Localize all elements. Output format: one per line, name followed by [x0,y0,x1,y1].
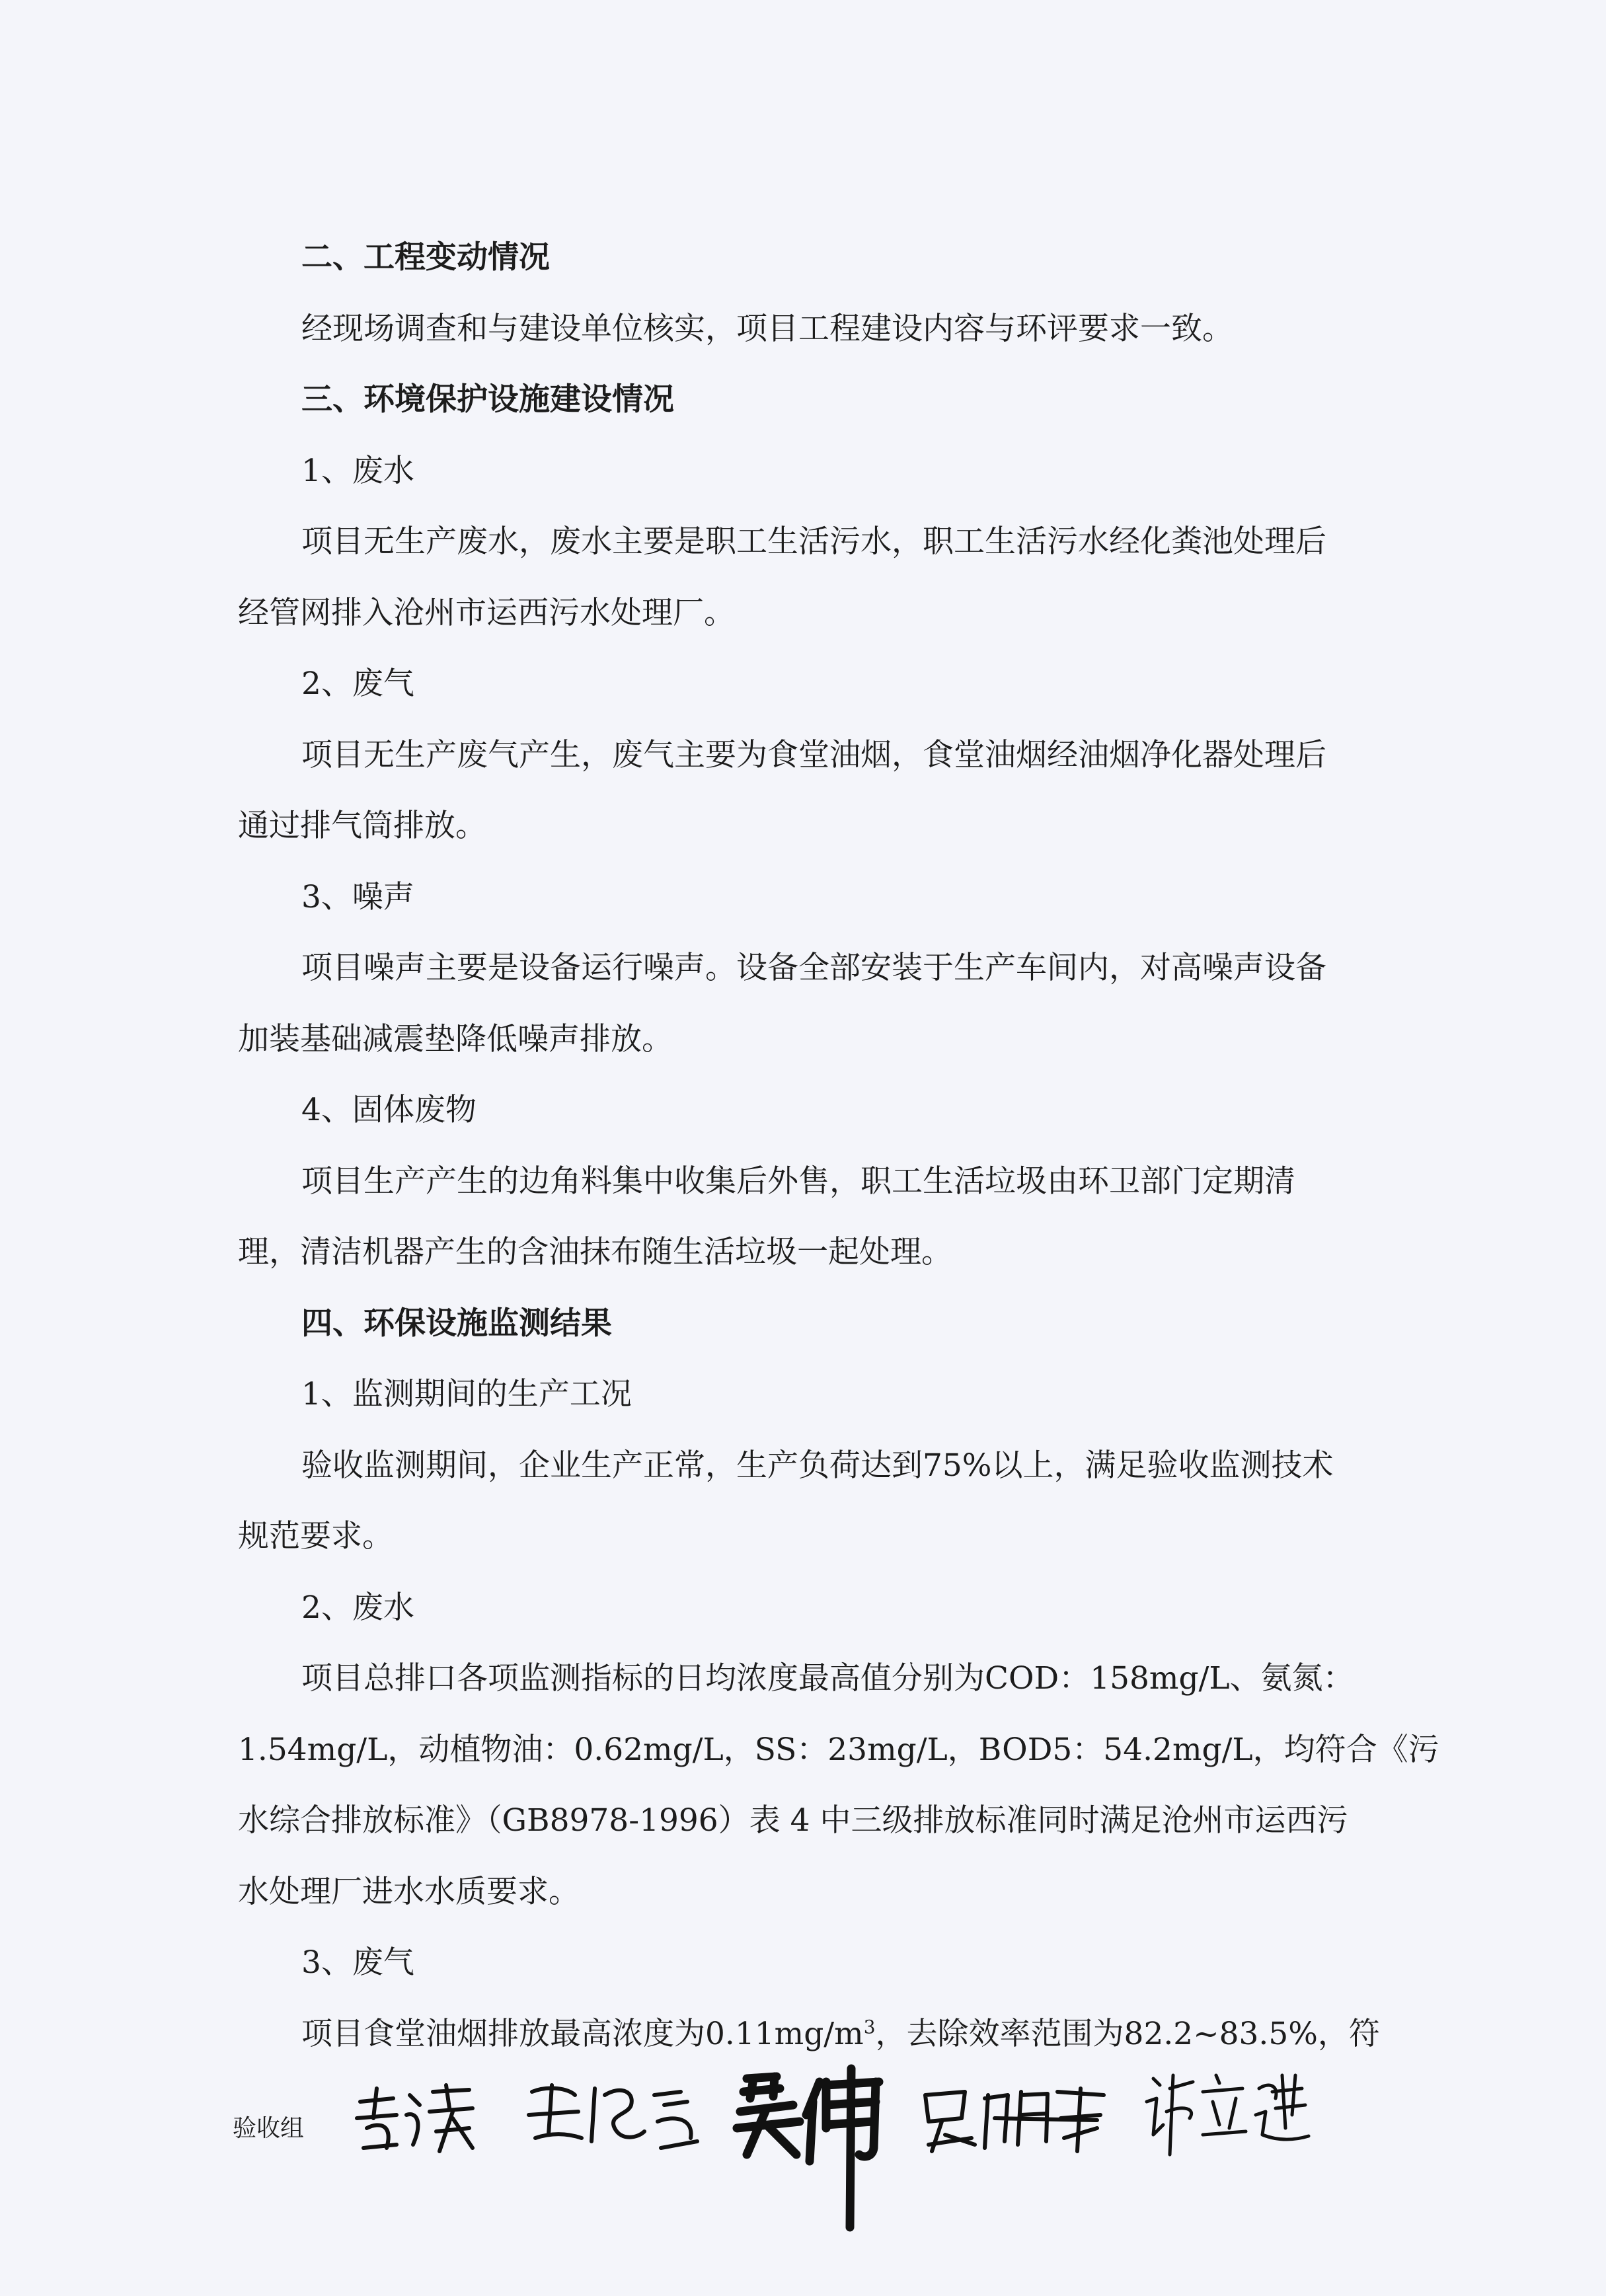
paragraph-line: 项目生产产生的边角料集中收集后外售，职工生活垃圾由环卫部门定期清 [301,1163,1295,1200]
section-heading: 四、环保设施监测结果 [301,1305,612,1342]
paragraph-line: 2、废气 [301,666,414,702]
acceptance-group-label: 验收组 [233,2115,305,2142]
paragraph-line: 加装基础减震垫降低噪声排放。 [238,1020,673,1057]
paragraph-line: 水综合排放标准》（GB8978-1996）表 4 中三级排放标准同时满足沧州市运西污 [238,1802,1348,1839]
paragraph-line: 项目无生产废气产生，废气主要为食堂油烟，食堂油烟经油烟净化器处理后 [301,736,1326,773]
paragraph-line: 1、监测期间的生产工况 [301,1376,632,1412]
paragraph-line: 规范要求。 [238,1518,393,1554]
paragraph-line: 3、废气 [301,1944,414,1981]
signature-4 [915,2082,1114,2161]
paragraph-line: 经管网排入沧州市运西污水处理厂。 [238,594,735,631]
paragraph-line: 经现场调查和与建设单位核实，项目工程建设内容与环评要求一致。 [301,310,1233,347]
paragraph-line: 项目无生产废水，废水主要是职工生活污水，职工生活污水经化粪池处理后 [301,523,1326,560]
paragraph-line: 2、废水 [301,1589,414,1626]
signature-2 [522,2075,707,2161]
paragraph-line: 理，清洁机器产生的含油抹布随生活垃圾一起处理。 [238,1234,952,1270]
paragraph-line: 1、废水 [301,452,414,489]
paragraph-line: 3、噪声 [301,878,414,915]
paragraph-line: 水处理厂进水水质要求。 [238,1873,580,1910]
last-line-after: ，去除效率范围为82.2~83.5%，符 [875,2015,1380,2052]
signature-3 [727,2062,892,2234]
paragraph-line: 通过排气筒排放。 [238,808,486,844]
last-line-superscript: 3 [863,2015,876,2038]
signature-5 [1137,2062,1315,2161]
section-heading: 二、工程变动情况 [301,239,550,276]
paragraph-line: 项目总排口各项监测指标的日均浓度最高值分别为COD：158mg/L、氨氮： [301,1660,1354,1697]
section-heading: 三、环境保护设施建设情况 [301,381,674,418]
paragraph-line: 项目噪声主要是设备运行噪声。设备全部安装于生产车间内，对高噪声设备 [301,950,1326,986]
last-line-before: 项目食堂油烟排放最高浓度为0.11mg/m [301,2015,864,2052]
paragraph-line: 1.54mg/L，动植物油：0.62mg/L，SS：23mg/L，BOD5：54.2mg/L，均符合《污 [238,1731,1439,1768]
paragraph-line: 验收监测期间，企业生产正常，生产负荷达到75%以上，满足验收监测技术 [301,1447,1334,1484]
paragraph-last-line [301,2014,1380,2054]
paragraph-line: 4、固体废物 [301,1092,477,1128]
signature-1 [347,2082,479,2158]
